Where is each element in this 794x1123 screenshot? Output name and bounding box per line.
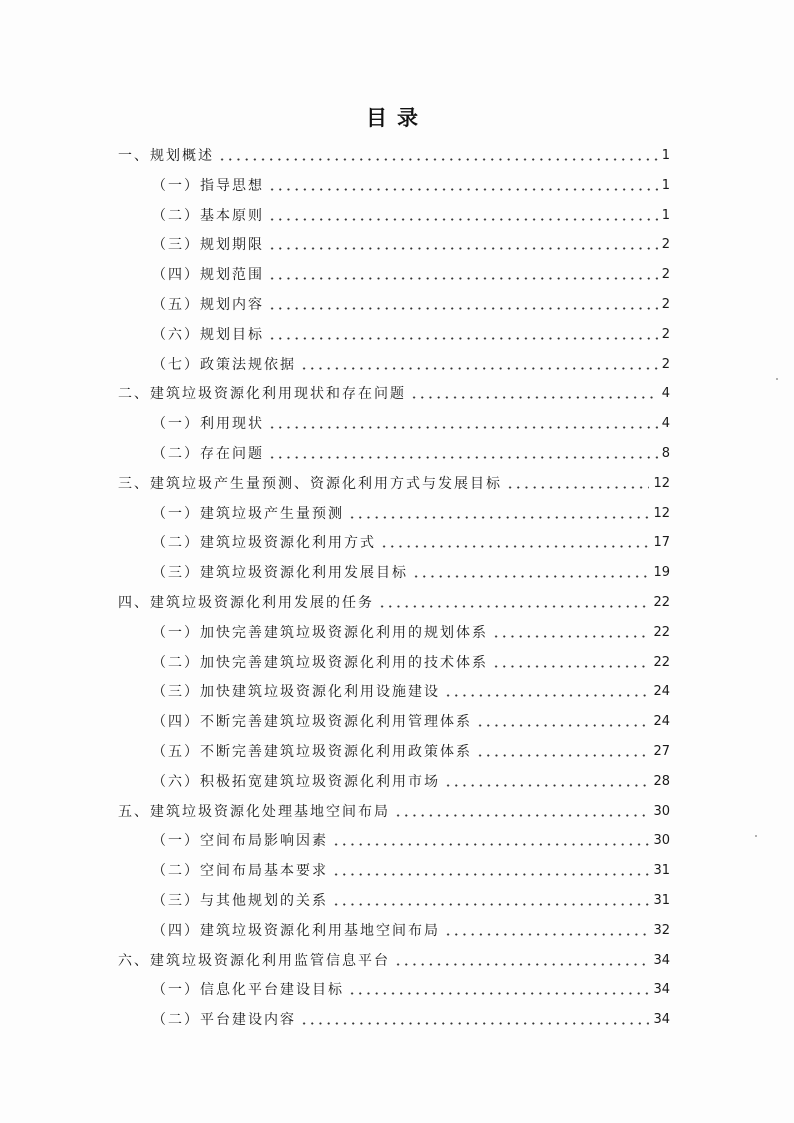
toc-entry-label: （四）建筑垃圾资源化利用基地空间布局 <box>152 922 440 939</box>
toc-dot-leader <box>268 247 658 250</box>
toc-page-number: 27 <box>653 744 670 759</box>
toc-subsection-entry <box>152 294 670 316</box>
toc-subsection-entry <box>152 890 670 912</box>
toc-dot-leader <box>476 754 649 757</box>
toc-entry-label: （五）不断完善建筑垃圾资源化利用政策体系 <box>152 744 472 760</box>
toc-entry-label: （一）空间布局影响因素 <box>152 833 328 850</box>
toc-page-number: 30 <box>653 803 670 819</box>
toc-entry-label: （二）建筑垃圾资源化利用方式 <box>152 535 376 552</box>
toc-entry-label: （四）规划范围 <box>152 267 264 284</box>
toc-subsection-entry <box>152 652 670 674</box>
toc-section-entry <box>118 383 670 405</box>
toc-dot-leader <box>394 963 649 966</box>
toc-subsection-entry <box>152 413 670 435</box>
toc-page-number: 2 <box>661 297 670 312</box>
toc-dot-leader <box>394 814 649 817</box>
toc-subsection-entry <box>152 681 670 703</box>
toc-page-number: 31 <box>653 863 670 879</box>
toc-subsection-entry <box>152 622 670 644</box>
toc-entry-label: 二、建筑垃圾资源化利用现状和存在问题 <box>118 386 406 403</box>
toc-entry-label: （三）加快建筑垃圾资源化利用设施建设 <box>152 684 440 701</box>
toc-dot-leader <box>268 218 658 221</box>
toc-dot-leader <box>476 724 649 727</box>
toc-entry-label: （三）规划期限 <box>152 237 264 254</box>
toc-entry-label: （五）规划内容 <box>152 297 264 313</box>
toc-dot-leader <box>444 694 649 697</box>
toc-dot-leader <box>268 337 658 340</box>
toc-dot-leader <box>380 545 649 548</box>
scan-speck <box>776 378 778 380</box>
toc-section-entry <box>118 801 670 823</box>
toc-page-number: 19 <box>653 565 670 581</box>
toc-entry-label: （三）建筑垃圾资源化利用发展目标 <box>152 565 408 582</box>
toc-page-number: 12 <box>653 475 670 491</box>
toc-subsection-entry <box>152 354 670 376</box>
toc-entry-label: 五、建筑垃圾资源化处理基地空间布局 <box>118 803 390 820</box>
toc-page-number: 8 <box>661 446 670 461</box>
toc-entry-label: （一）建筑垃圾产生量预测 <box>152 505 344 522</box>
toc-entry-label: 六、建筑垃圾资源化利用监管信息平台 <box>118 952 390 969</box>
toc-page-number: 1 <box>661 207 670 223</box>
toc-page-number: 28 <box>653 773 670 789</box>
toc-subsection-entry <box>152 205 670 227</box>
toc-entry-label: （一）加快完善建筑垃圾资源化利用的规划体系 <box>152 624 488 641</box>
toc-section-entry <box>118 473 670 495</box>
toc-subsection-entry <box>152 860 670 882</box>
toc-subsection-entry <box>152 771 670 793</box>
toc-entry-label: （二）存在问题 <box>152 446 264 462</box>
toc-section-entry <box>118 592 670 614</box>
toc-subsection-entry <box>152 234 670 256</box>
toc-page-number: 34 <box>653 952 670 968</box>
toc-page-number: 34 <box>653 1012 670 1028</box>
toc-entry-label: 三、建筑垃圾产生量预测、资源化利用方式与发展目标 <box>118 475 502 492</box>
toc-entry-label: （三）与其他规划的关系 <box>152 893 328 909</box>
toc-dot-leader <box>412 575 649 578</box>
toc-page-number: 30 <box>653 833 670 849</box>
toc-section-entry <box>118 950 670 972</box>
toc-page-number: 22 <box>653 595 670 610</box>
toc-dot-leader <box>444 933 649 936</box>
toc-dot-leader <box>506 486 649 489</box>
toc-subsection-entry <box>152 324 670 346</box>
toc-subsection-entry <box>152 175 670 197</box>
toc-entry-label: （六）积极拓宽建筑垃圾资源化利用市场 <box>152 773 440 790</box>
toc-page-number: 2 <box>661 356 670 372</box>
toc-entry-label: （二）加快完善建筑垃圾资源化利用的技术体系 <box>152 654 488 671</box>
toc-dot-leader <box>268 188 658 191</box>
toc-subsection-entry <box>152 920 670 942</box>
toc-dot-leader <box>268 456 658 459</box>
toc-page-number: 22 <box>653 654 670 670</box>
toc-dot-leader <box>492 665 649 668</box>
toc-entry-label: （二）基本原则 <box>152 207 264 224</box>
toc-subsection-entry <box>152 503 670 525</box>
toc-page-number: 32 <box>653 922 670 938</box>
toc-page-number: 24 <box>653 684 670 700</box>
toc-dot-leader <box>410 396 658 399</box>
toc-page-number: 4 <box>661 416 670 432</box>
toc-subsection-entry <box>152 443 670 465</box>
toc-section-entry <box>118 145 670 167</box>
toc-page-number: 4 <box>661 386 670 402</box>
toc-page-number: 12 <box>653 505 670 521</box>
toc-dot-leader <box>332 843 649 846</box>
toc-entry-label: 一、规划概述 <box>118 148 214 164</box>
toc-page-number: 2 <box>661 267 670 283</box>
toc-dot-leader <box>300 1022 649 1025</box>
toc-subsection-entry <box>152 562 670 584</box>
toc-subsection-entry <box>152 741 670 763</box>
toc-subsection-entry <box>152 264 670 286</box>
toc-subsection-entry <box>152 830 670 852</box>
toc-dot-leader <box>348 992 649 995</box>
toc-dot-leader <box>268 277 658 280</box>
toc-page-number: 2 <box>661 326 670 342</box>
toc-dot-leader <box>348 516 649 519</box>
toc-page-number: 2 <box>661 237 670 253</box>
toc-dot-leader <box>332 903 649 906</box>
scan-speck <box>755 835 757 837</box>
toc-dot-leader <box>268 426 658 429</box>
toc-page-number: 22 <box>653 624 670 640</box>
toc-subsection-entry <box>152 532 670 554</box>
toc-entry-label: 四、建筑垃圾资源化利用发展的任务 <box>118 595 374 611</box>
toc-entry-label: （四）不断完善建筑垃圾资源化利用管理体系 <box>152 714 472 731</box>
toc-page-number: 1 <box>661 148 670 163</box>
toc-dot-leader <box>268 307 658 310</box>
toc-entry-label: （二）空间布局基本要求 <box>152 863 328 880</box>
toc-page-number: 17 <box>653 535 670 551</box>
toc-page-number: 1 <box>661 177 670 193</box>
toc-dot-leader <box>332 873 649 876</box>
toc-page-number: 24 <box>653 714 670 730</box>
toc-entry-label: （一）指导思想 <box>152 177 264 194</box>
toc-dot-leader <box>492 635 649 638</box>
toc-entry-label: （一）信息化平台建设目标 <box>152 982 344 999</box>
toc-entry-label: （一）利用现状 <box>152 416 264 433</box>
toc-dot-leader <box>300 367 658 370</box>
toc-page-number: 31 <box>653 893 670 908</box>
toc-dot-leader <box>378 605 649 608</box>
toc-entry-label: （二）平台建设内容 <box>152 1012 296 1029</box>
toc-dot-leader <box>444 784 649 787</box>
toc-subsection-entry <box>152 979 670 1001</box>
toc-subsection-entry <box>152 1009 670 1031</box>
toc-title: 目录 <box>366 106 428 130</box>
toc-entry-label: （六）规划目标 <box>152 326 264 343</box>
toc-page-number: 34 <box>653 982 670 998</box>
toc-dot-leader <box>218 158 658 161</box>
toc-entry-label: （七）政策法规依据 <box>152 356 296 373</box>
toc-subsection-entry <box>152 711 670 733</box>
